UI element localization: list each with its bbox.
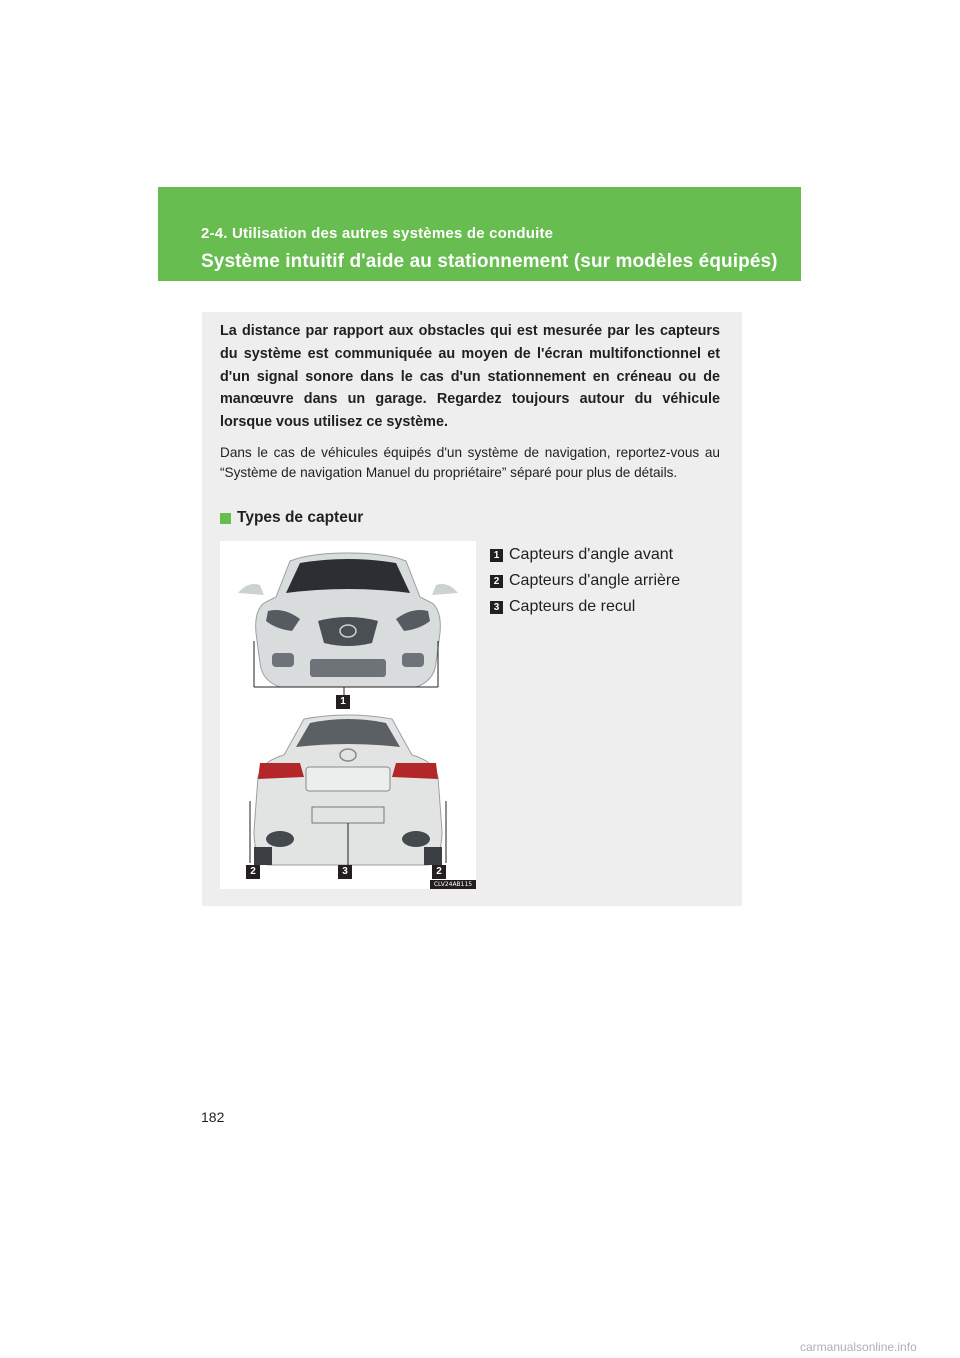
sensor-legend [490,542,680,620]
figure-badge-1: 1 [336,695,350,709]
figure-badge-3: 3 [338,865,352,879]
sensor-types-label: Types de capteur [237,509,364,526]
navigation-note: Dans le cas de véhicules équipés d'un système de navigation, reportez-vous au “Système de navigation Manuel du propriétaire” séparé pour plus de détails. [220,445,720,480]
number-badge: 2 [490,575,503,588]
legend-item [490,568,680,594]
front-car-view [238,553,458,695]
figure-badge-2-right: 2 [432,865,446,879]
page-title: Système intuitif d'aide au stationnement (sur modèles équipés) [201,251,778,272]
green-square-icon [220,513,231,524]
legend-item [490,594,680,620]
rear-car-view [250,715,446,867]
legend-label: Capteurs d'angle avant [509,546,674,563]
car-illustration [220,541,476,889]
watermark: carmanualsonline.info [800,1340,917,1354]
section-label: 2-4. Utilisation des autres systèmes de conduite [201,225,554,242]
page-number: 182 [201,1109,225,1125]
number-badge: 3 [490,601,503,614]
number-badge: 1 [490,549,503,562]
sensor-types-heading [220,509,363,527]
section-header [158,187,801,281]
figure-code: CLV24AB115 [430,880,476,889]
legend-label: Capteurs d'angle arrière [509,572,681,589]
content-box [202,312,742,906]
legend-item [490,542,680,568]
legend-label: Capteurs de recul [509,598,636,615]
figure-badge-2-left: 2 [246,865,260,879]
car-sensor-figure [220,541,476,889]
intro-paragraph: La distance par rapport aux obstacles qui est mesurée par les capteurs du système est communiquée au moyen de l'écran multifonctionnel et d'un signal sonore dans le cas d'un stationnement en créneau ou de manœuvre dans un garage. Regardez toujours autour du véhicule lorsque vous utilisez ce système. [220,323,720,431]
